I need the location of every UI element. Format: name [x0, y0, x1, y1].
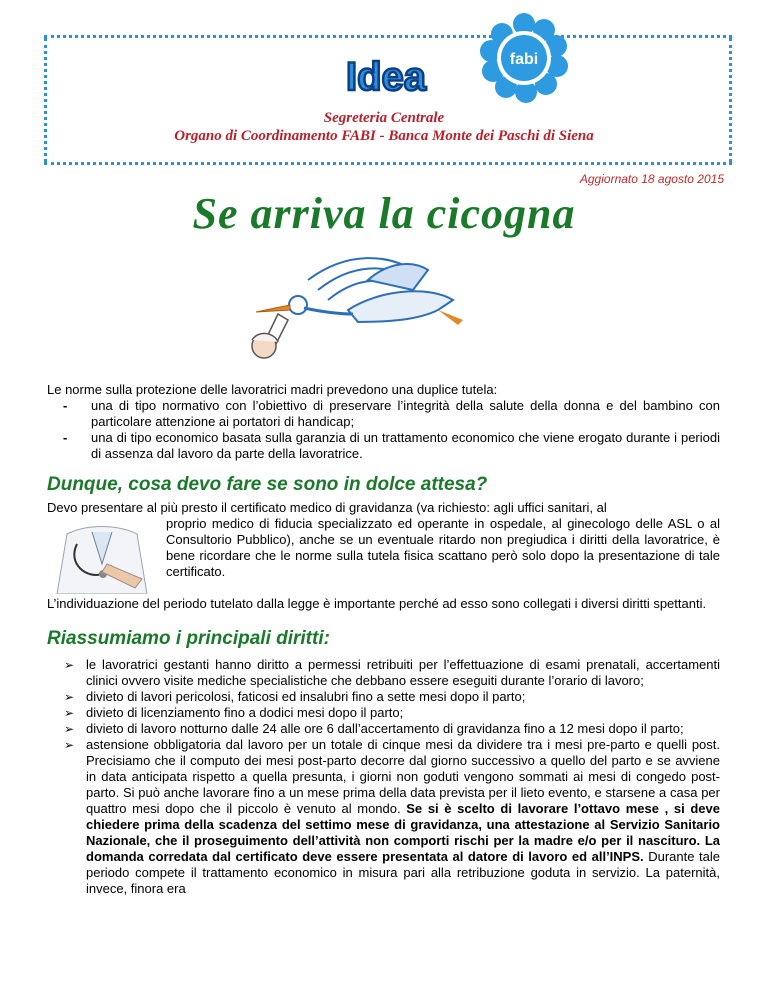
fabi-logo	[478, 12, 570, 104]
doctor-illustration	[47, 524, 157, 594]
list-item-bold-text: Se si è scelto di lavorare l’ottavo mese , si deve chiedere prima della scadenza del settimo mese di gravidanza, una attestazione al Servizio Sanitario Nazionale, che il proseguimento dell’attività non comporti rischi per la madre e/o per il nascituro. La domanda corredata dal certificato deve essere presentata al datore di lavoro ed all’INPS.	[86, 801, 720, 864]
section1-wrapped-text: proprio medico di fiducia specializzato ed operante in ospedale, al ginecologo delle ASL o al Consultorio Pubblico), anche se un eventuale ritardo non pregiudica i diritti della lavoratrice, è bene ricordare che le norme sulla tutela fisica scattano però solo dopo la presentazione di tale certificato.	[166, 516, 720, 579]
intro-list	[47, 398, 720, 462]
section-heading-2: Riassumiamo i principali diritti:	[47, 628, 330, 649]
update-date: Aggiornato 18 agosto 2015	[579, 172, 724, 186]
list-item-tail-text: Durante tale periodo compete il trattamento economico in misura pari alla retribuzione goduta in servizio. La paternità, invece, finora era	[86, 849, 720, 896]
header-line-2: Organo di Coordinamento FABI - Banca Monte dei Paschi di Siena	[174, 128, 594, 144]
list-item: - una di tipo economico basata sulla garanzia di un trattamento economico che viene erogato durante i periodi di assenza dal lavoro da parte della lavoratrice.	[91, 430, 720, 462]
section1-first-line: Devo presentare al più presto il certificato medico di gravidanza (va richiesto: agli uffici sanitari, al	[47, 500, 607, 515]
list-item: ➢ le lavoratrici gestanti hanno diritto a permessi retribuiti per l’effettuazione di esami prenatali, accertamenti clinici ovvero visite mediche specialistiche che debbano essere eseguiti durante l’orario di lavoro;	[64, 657, 720, 689]
list-item	[64, 737, 720, 897]
stork-illustration	[238, 250, 468, 380]
rights-list	[64, 657, 720, 897]
fabi-logo-text: fabi	[509, 51, 539, 68]
intro-block	[47, 382, 720, 462]
list-item: ➢ divieto di lavori pericolosi, faticosi ed insalubri fino a sette mesi dopo il parto;	[64, 689, 720, 705]
list-item: ➢ divieto di lavoro notturno dalle 24 alle ore 6 dall’accertamento di gravidanza fino a 12 mesi dopo il parto;	[64, 721, 720, 737]
list-item: ➢ divieto di licenziamento fino a dodici mesi dopo il parto;	[64, 705, 720, 721]
list-item-text: astensione obbligatoria dal lavoro per un totale di cinque mesi da dividere tra i mesi pre-parto e quelli post. Precisiamo che il computo dei mesi post-parto decorre dal giorno successivo a quello del parto e se avviene in data anticipata rispetto a quella presunta, i giorni non goduti vengono sommati ai mesi di congedo post-parto. Si può anche lavorare fino a un mese prima della data prevista per il lieto evento, e starsene a casa per quattro mesi dopo che il piccolo è venuto al mondo.	[86, 737, 720, 816]
section-heading-1: Dunque, cosa devo fare se sono in dolce attesa?	[47, 474, 488, 495]
idea-logo	[326, 52, 446, 98]
intro-text: Le norme sulla protezione delle lavoratrici madri prevedono una duplice tutela:	[47, 382, 498, 397]
section1-after-text: L’individuazione del periodo tutelato dalla legge è importante perché ad esso sono collegati i diversi diritti spettanti.	[47, 596, 707, 611]
header-line-1: Segreteria Centrale	[323, 110, 445, 126]
idea-logo-text: Idea	[345, 55, 427, 98]
page-title: Se arriva la cicogna	[192, 189, 576, 238]
list-item: - una di tipo normativo con l’obiettivo di preservare l’integrità della salute della donna e del bambino con particolare attenzione ai portatori di handicap;	[91, 398, 720, 430]
